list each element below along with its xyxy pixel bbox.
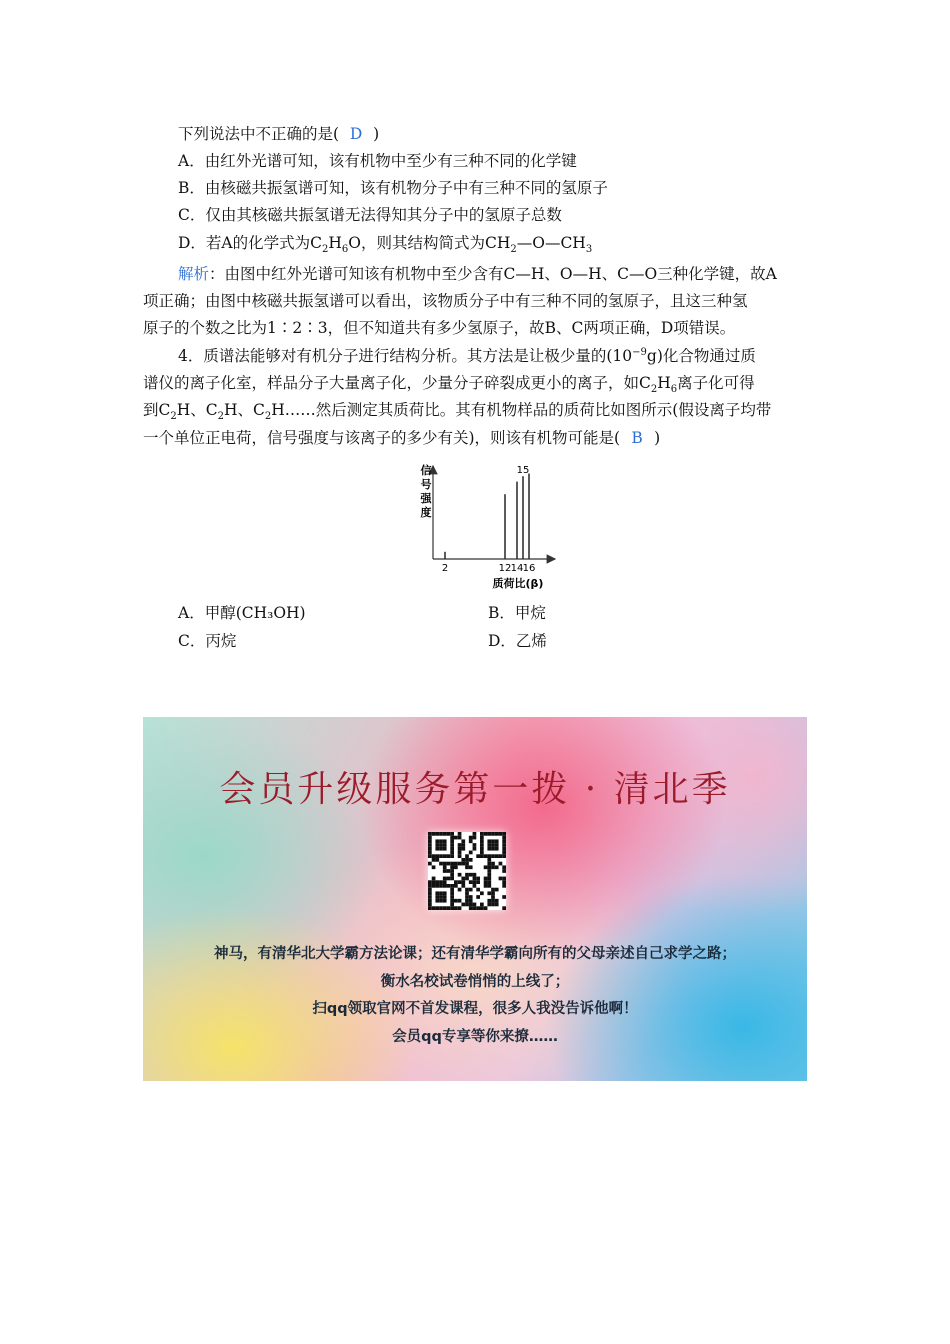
- bar-annotation: 15: [516, 465, 530, 477]
- analysis-line-3: 原子的个数之比为1∶2∶3，但不知道共有多少氢原子，故B、C两项正确，D项错误。: [143, 319, 736, 337]
- question3-option-b: B．由核磁共振氢谱可知，该有机物分子中有三种不同的氢原子: [178, 179, 608, 197]
- banner-title: 会员升级服务第一拨 · 清北季: [219, 769, 731, 810]
- banner-line-3: 扫qq领取官网不首发课程，很多人我没告诉他啊！: [312, 1001, 638, 1017]
- qr-code[interactable]: [428, 832, 506, 910]
- promo-banner: [143, 717, 807, 1081]
- banner-line-4: 会员qq专享等你来撩……: [392, 1029, 558, 1045]
- y-axis-label-1: 信: [420, 464, 432, 477]
- question4-option-b: B．甲烷: [488, 604, 546, 622]
- analysis-label: 解析: [178, 265, 210, 283]
- question4-option-d: D．乙烯: [488, 632, 547, 650]
- x-axis-label: 质荷比(β): [492, 577, 544, 590]
- question4-line-4: 一个单位正电荷，信号强度与该离子的多少有关)，则该有机物可能是( B ): [143, 429, 661, 447]
- question4-option-a: A．甲醇(CH₃OH): [178, 604, 306, 622]
- x-tick-label: 2: [441, 563, 449, 574]
- analysis-line-1: 解析：由图中红外光谱可知该有机物中至少含有C—H、O—H、C—O三种化学键，故A: [178, 265, 777, 283]
- analysis-line-2: 项正确；由图中核磁共振氢谱可以看出，该物质分子中有三种不同的氢原子，且这三种氢: [143, 292, 748, 310]
- question4-option-c: C．丙烷: [178, 632, 237, 650]
- banner-line-2: 衡水名校试卷悄悄的上线了；: [380, 974, 570, 990]
- question3-option-a: A．由红外光谱可知，该有机物中至少有三种不同的化学键: [178, 152, 577, 170]
- question4-line-1: 4．质谱法能够对有机分子进行结构分析。其方法是让极少量的$(10^{-9}g)$化合物通过质: [178, 346, 756, 365]
- question3-stem: 下列说法中不正确的是( D ): [178, 125, 380, 143]
- banner-line-1: 神马，有清华北大学霸方法论课；还有清华学霸向所有的父母亲述自己求学之路；: [214, 946, 736, 962]
- question3-option-c: C．仅由其核磁共振氢谱无法得知其分子中的氢原子总数: [178, 206, 562, 224]
- question4-answer: B: [631, 429, 643, 447]
- x-tick-label: 16: [522, 563, 536, 574]
- x-tick-label: 14: [510, 563, 524, 574]
- y-axis-label-4: 度: [420, 506, 432, 519]
- mass-spectrum-chart: [400, 458, 560, 593]
- question4-line-3: 到$C_2H$、$C_2H$、$C_2H\dots\dots$然后测定其质荷比。其有机物样品的质荷比如图所示(假设离子均带: [143, 401, 772, 423]
- x-tick-label: 12: [498, 563, 512, 574]
- question3-option-d: D．若A的化学式为$C_2H_6O$，则其结构简式为$CH_2—O—CH_3$: [178, 234, 593, 256]
- question4-line-2: 谱仪的离子化室，样品分子大量离子化，少量分子碎裂成更小的离子，如$C_2H_6$离子化可得: [143, 374, 755, 396]
- question3-answer: D: [349, 125, 363, 143]
- y-axis-label-3: 强: [420, 492, 432, 505]
- y-axis-label-2: 号: [420, 478, 432, 491]
